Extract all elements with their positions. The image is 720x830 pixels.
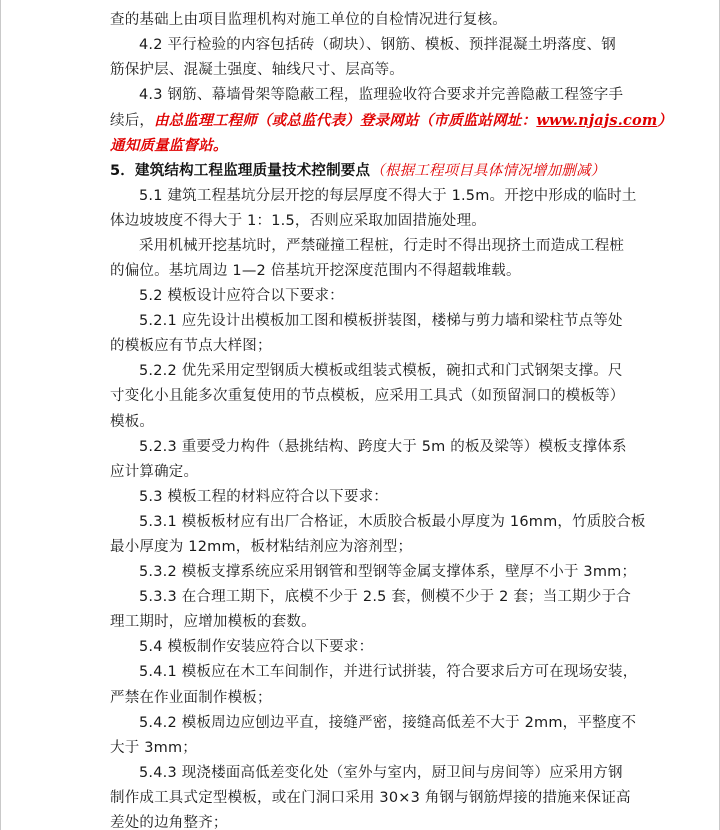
paragraph-line: 寸变化小且能多次重复使用的节点模板，应采用工具式（如预留洞口的模板等） [110, 388, 625, 405]
section-heading: 5．建筑结构工程监理质量技术控制要点 [110, 162, 371, 179]
red-note-close: ） [657, 112, 673, 130]
paragraph-line: 差处的边角整齐； [110, 815, 228, 830]
paragraph-line: 制作成工具式定型模板，或在门洞口采用 30×3 角钢与钢筋焊接的措施来保证高 [110, 789, 631, 806]
paragraph-line: 最小厚度为 12mm，板材粘结剂应为溶剂型； [110, 538, 413, 555]
document-body [110, 8, 673, 830]
paragraph-line [110, 108, 673, 133]
paragraph-line: 理工期时，应增加模板的套数。 [110, 614, 316, 631]
heading-note: （根据工程项目具体情况增加删减） [370, 162, 606, 179]
paragraph-line: 5.4.1 模板应在木工车间制作，并进行试拼装，符合要求后方可在现场安装， [139, 664, 638, 681]
paragraph-line: 5.4.2 模板周边应刨边平直，接缝严密，接缝高低差不大于 2mm，平整度不 [139, 714, 637, 731]
section-heading-line [110, 159, 610, 184]
paragraph-line: 5.3 模板工程的材料应符合以下要求： [139, 488, 388, 505]
paragraph-line: 5.2.1 应先设计出模板加工图和模板拼装图，楼梯与剪力墙和梁柱节点等处 [139, 313, 623, 330]
paragraph-line: 5.2.3 重要受力构件（悬挑结构、跨度大于 5m 的板及梁等）模板支撑体系 [139, 438, 627, 455]
paragraph-line: 5.2 模板设计应符合以下要求： [139, 288, 344, 305]
red-note: 通知质量监督站。 [110, 137, 228, 155]
paragraph-line: 严禁在作业面制作模板； [110, 689, 272, 706]
paragraph-line: 应计算确定。 [110, 463, 199, 480]
paragraph-line: 5.1 建筑工程基坑分层开挖的每层厚度不得大于 1.5m。开挖中形成的临时土 [139, 187, 637, 204]
paragraph-line: 筋保护层、混凝土强度、轴线尺寸、层高等。 [110, 62, 404, 79]
red-note: 由总监理工程师（或总监代表）登录网站（市质监站网址： [154, 112, 537, 130]
paragraph-line: 5.4.3 现浇楼面高低差变化处（室外与室内，厨卫间与房间等）应采用方钢 [139, 764, 623, 781]
paragraph-line: 5.3.3 在合理工期下，底模不少于 2.5 套，侧模不少于 2 套；当工期少于合 [139, 589, 631, 606]
paragraph-line: 4.3 钢筋、幕墙骨架等隐蔽工程，监理验收符合要求并完善隐蔽工程签字手 [139, 87, 624, 104]
paragraph-line: 查的基础上由项目监理机构对施工单位的自检情况进行复核。 [110, 12, 507, 28]
paragraph-line: 的偏位。基坑周边 1—2 倍基坑开挖深度范围内不得超载堆载。 [110, 262, 521, 279]
paragraph-line: 大于 3mm； [110, 739, 197, 756]
website-link[interactable]: www.njajs.com [536, 112, 658, 130]
paragraph-line: 5.3.1 模板板材应有出厂合格证，木质胶合板最小厚度为 16mm，竹质胶合板 [139, 513, 646, 530]
paragraph-text: 续后， [110, 113, 155, 130]
paragraph-line [110, 133, 610, 158]
paragraph-line: 采用机械开挖基坑时，严禁碰撞工程桩，行走时不得出现挤土而造成工程桩 [139, 237, 625, 254]
paragraph-line: 4.2 平行检验的内容包括砖（砌块）、钢筋、模板、预拌混凝土坍落度、钢 [139, 37, 616, 54]
paragraph-line: 5.3.2 模板支撑系统应采用钢管和型钢等金属支撑体系，壁厚不小于 3mm； [139, 564, 637, 581]
paragraph-line: 的模板应有节点大样图； [110, 338, 272, 355]
paragraph-line: 体边坡坡度不得大于 1：1.5，否则应采取加固措施处理。 [110, 212, 486, 229]
paragraph-line: 5.4 模板制作安装应符合以下要求： [139, 639, 374, 656]
paragraph-line: 模板。 [110, 413, 155, 430]
paragraph-line: 5.2.2 优先采用定型钢质大模板或组装式模板，碗扣式和门式钢架支撑。尺 [139, 363, 623, 380]
